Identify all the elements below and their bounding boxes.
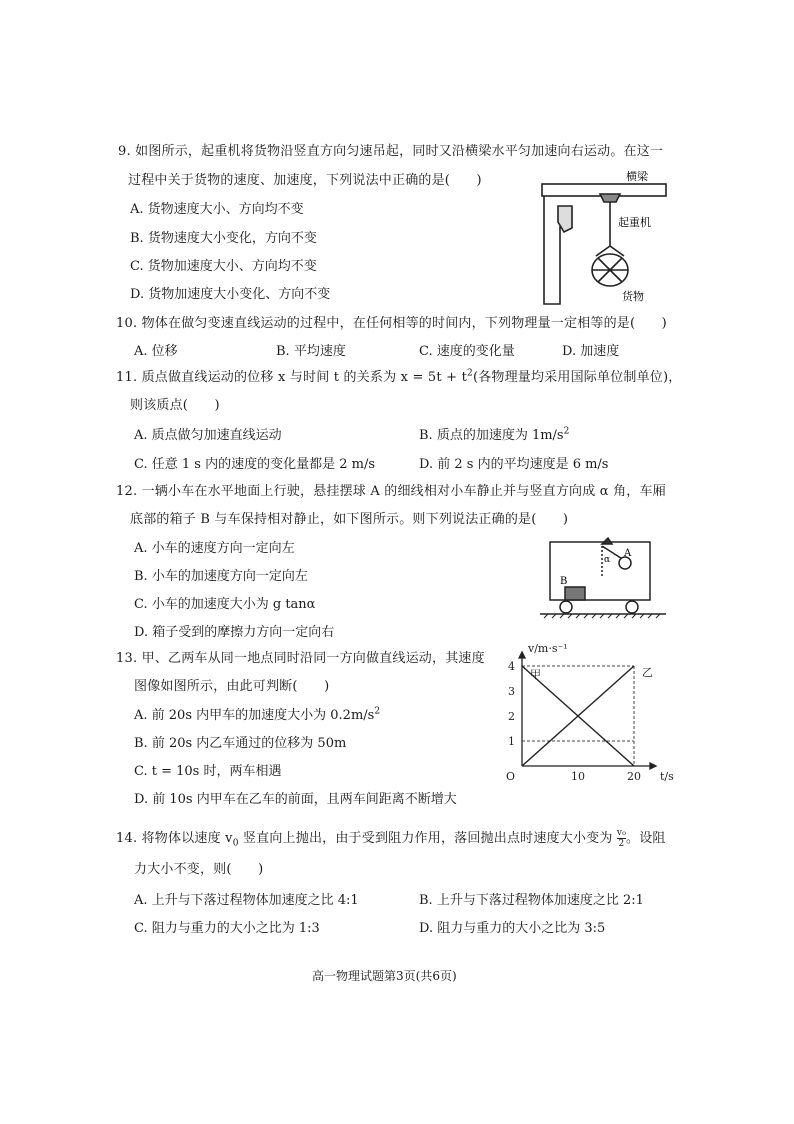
q9-option-d: D. 货物加速度大小变化、方向不变 bbox=[130, 287, 331, 302]
q9-line2: 过程中关于货物的速度、加速度，下列说法中正确的是( ) bbox=[128, 173, 482, 188]
q9-option-c: C. 货物加速度大小、方向均不变 bbox=[130, 259, 317, 274]
q12-line1: 12. 一辆小车在水平地面上行驶，悬挂摆球 A 的细线相对小车静止并与竖直方向成 α 角，车厢 bbox=[116, 484, 666, 499]
x-tick-label: 10 bbox=[571, 770, 585, 783]
q12-option-c: C. 小车的加速度大小为 g tanα bbox=[134, 597, 316, 612]
q13-line2: 图像如图所示，由此可判断( ) bbox=[134, 679, 330, 694]
origin-label: O bbox=[506, 770, 516, 783]
cart-wheel-left bbox=[560, 601, 572, 613]
x-axis-label: t/s bbox=[660, 770, 674, 783]
y-axis-arrow bbox=[519, 652, 525, 658]
q9-option-b: B. 货物速度大小变化，方向不变 bbox=[130, 231, 317, 246]
q13-option-c: C. t = 10s 时，两车相遇 bbox=[134, 764, 282, 779]
y-tick-label: 4 bbox=[508, 660, 515, 673]
q12-line2: 底部的箱子 B 与车保持相对静止，如下图所示。则下列说法正确的是( ) bbox=[130, 512, 569, 527]
label-crane: 起重机 bbox=[618, 216, 651, 229]
y-tick-label: 2 bbox=[508, 710, 515, 723]
box-b bbox=[565, 587, 585, 600]
q14-option-b: B. 上升与下落过程物体加速度之比 2:1 bbox=[419, 893, 644, 908]
q14-option-c: C. 阻力与重力的大小之比为 1:3 bbox=[134, 921, 320, 936]
q10-option-d: D. 加速度 bbox=[562, 344, 620, 359]
q14-line2: 力大小不变，则( ) bbox=[134, 862, 264, 877]
q11-option-a: A. 质点做匀加速直线运动 bbox=[134, 428, 282, 443]
y-tick-label: 1 bbox=[508, 735, 515, 748]
series-label-yi: 乙 bbox=[642, 666, 653, 679]
page-footer: 高一物理试题第3页(共6页) bbox=[312, 969, 457, 983]
q11-line1: 11. 质点做直线运动的位移 x 与时间 t 的关系为 $x = 5t + t^2$(各物理量均采用国际单位制单位)， bbox=[116, 368, 682, 385]
q11-option-b: B. 质点的加速度为 $1m/s^2$ bbox=[419, 426, 570, 443]
q12-option-d: D. 箱子受到的摩擦力方向一定向右 bbox=[134, 625, 335, 640]
velocity-time-chart bbox=[500, 642, 674, 784]
q14-fraction: $\frac{\text{v₀}}{2}$ bbox=[616, 828, 626, 849]
q10-option-a: A. 位移 bbox=[134, 344, 178, 359]
q11-line2: 则该质点( ) bbox=[130, 398, 220, 413]
crane-trolley bbox=[600, 194, 620, 202]
q10-option-c: C. 速度的变化量 bbox=[419, 344, 515, 359]
cart-figure bbox=[538, 538, 668, 622]
q10-line1: 10. 物体在做匀变速直线运动的过程中，在任何相等的时间内，下列物理量一定相等的是( ) bbox=[116, 316, 667, 331]
x-tick-label: 20 bbox=[627, 770, 641, 783]
label-beam: 横梁 bbox=[626, 170, 648, 183]
q13-option-a: A. 前 20s 内甲车的加速度大小为 $0.2m/s^2$ bbox=[134, 706, 381, 723]
q14-line1: 14. 将物体以速度 $v_0$ 竖直向上抛出，由于受到阻力作用，落回抛出点时速度大小变为 $\frac{\text{v₀}}{2}$ 。设阻 bbox=[116, 828, 666, 849]
q13-option-d: D. 前 10s 内甲车在乙车的前面，且两车间距离不断增大 bbox=[134, 792, 457, 807]
y-axis-label: v/m·s⁻¹ bbox=[528, 642, 568, 655]
q14-option-a: A. 上升与下落过程物体加速度之比 4:1 bbox=[134, 893, 359, 908]
q9-option-a: A. 货物速度大小、方向均不变 bbox=[130, 202, 304, 217]
q11-option-d: D. 前 2 s 内的平均速度是 6 m/s bbox=[419, 457, 609, 472]
q13-line1: 13. 甲、乙两车从同一地点同时沿同一方向做直线运动，其速度 bbox=[116, 651, 485, 666]
label-angle: α bbox=[604, 555, 611, 565]
y-tick-label: 3 bbox=[508, 685, 515, 698]
q13-option-b: B. 前 20s 内乙车通过的位移为 50m bbox=[134, 736, 347, 751]
q11-option-c: C. 任意 1 s 内的速度的变化量都是 2 m/s bbox=[134, 457, 376, 472]
x-axis-arrow bbox=[650, 763, 656, 769]
q12-option-b: B. 小车的加速度方向一定向左 bbox=[134, 569, 308, 584]
crane-figure bbox=[540, 166, 670, 306]
cart-wheel-right bbox=[626, 601, 638, 613]
q12-option-a: A. 小车的速度方向一定向左 bbox=[134, 541, 295, 556]
label-cargo: 货物 bbox=[622, 290, 644, 303]
series-label-jia: 甲 bbox=[530, 668, 541, 681]
q9-line1: 9. 如图所示，起重机将货物沿竖直方向匀速吊起，同时又沿横梁水平匀加速向右运动。在这一 bbox=[118, 144, 664, 159]
q10-option-b: B. 平均速度 bbox=[276, 344, 346, 359]
label-box-b: B bbox=[560, 576, 568, 587]
q14-option-d: D. 阻力与重力的大小之比为 3:5 bbox=[419, 921, 606, 936]
label-ball-a: A bbox=[624, 548, 632, 559]
